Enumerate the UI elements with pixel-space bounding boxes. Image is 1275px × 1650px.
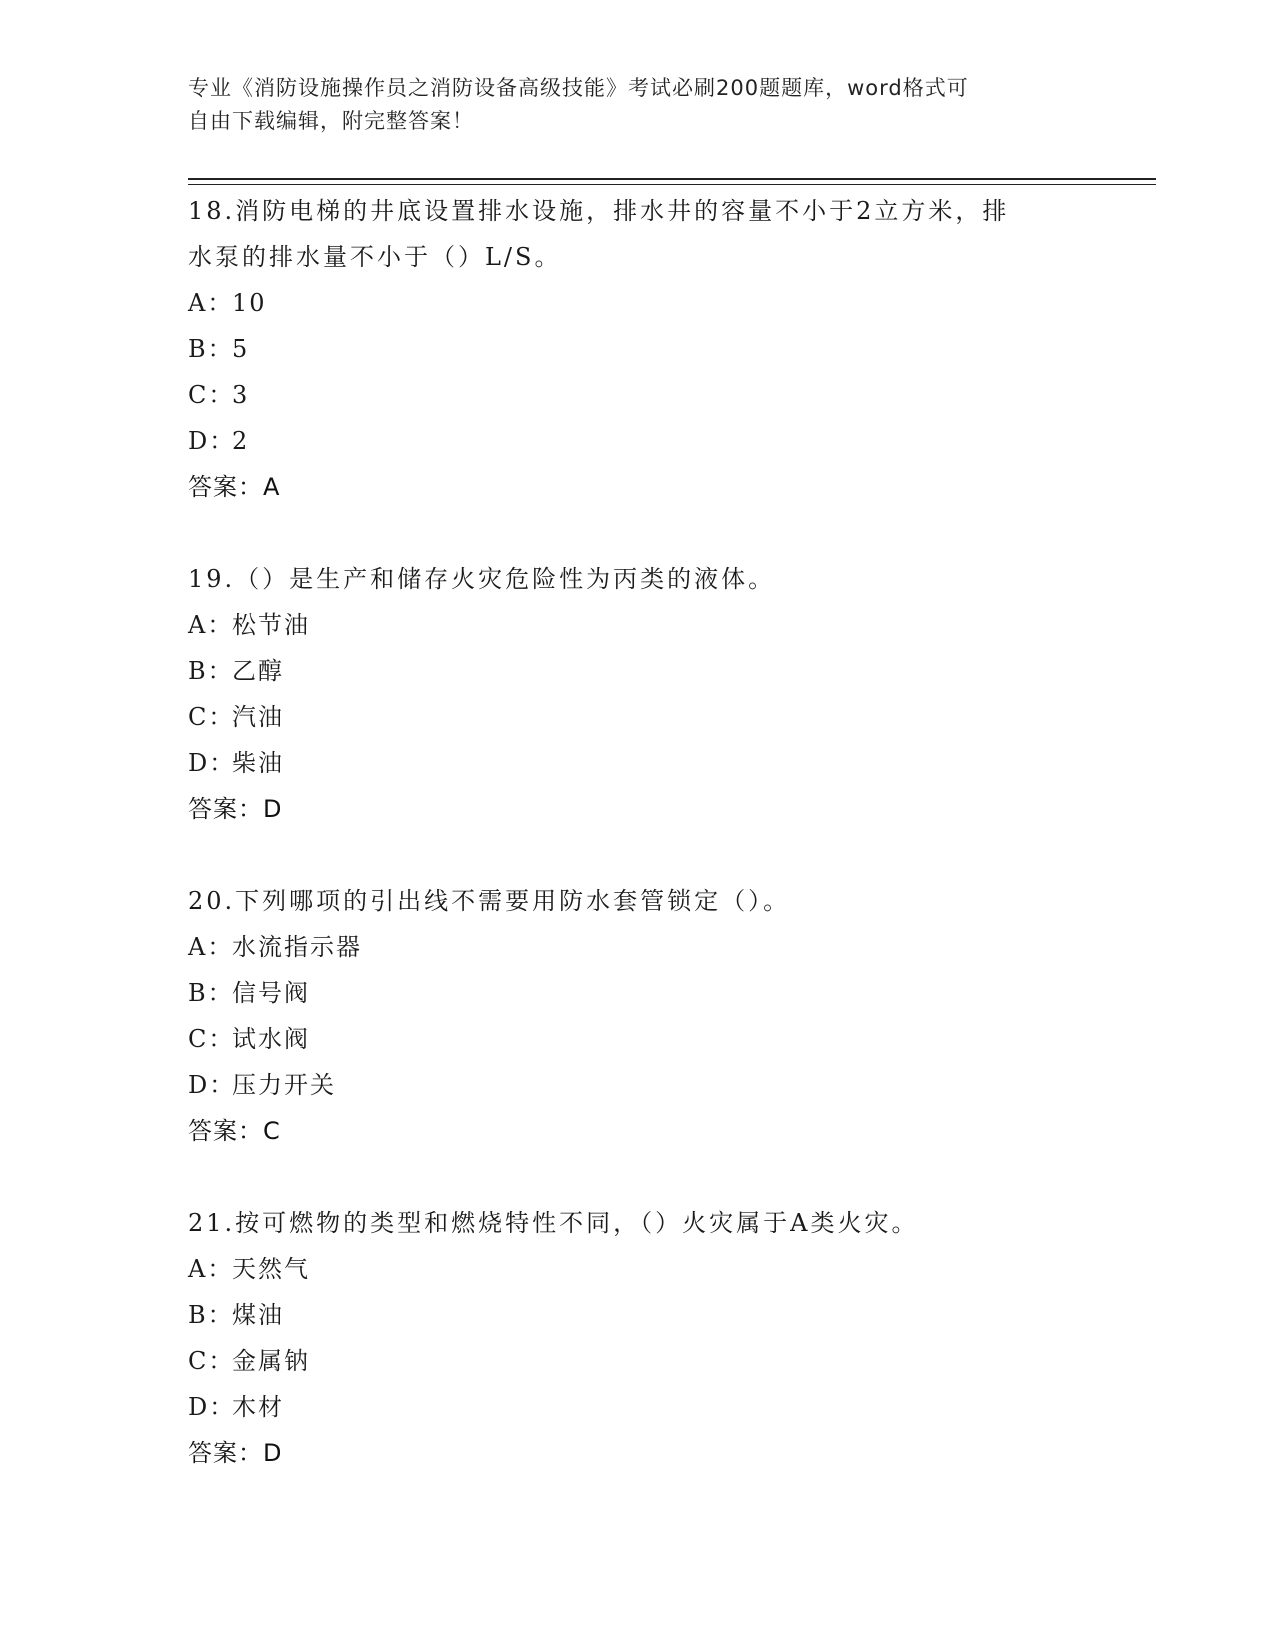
option-letter: C： <box>188 381 235 409</box>
option-letter: A： <box>188 611 234 639</box>
question-19 <box>188 556 1088 832</box>
question-20 <box>188 878 1088 1154</box>
option-a <box>188 1246 1088 1292</box>
option-letter: C： <box>188 1347 235 1375</box>
question-stem: 20.下列哪项的引出线不需要用防水套管锁定（）。 <box>188 887 791 915</box>
option-b <box>188 326 1088 372</box>
option-letter: B： <box>188 335 234 363</box>
question-stem: 21.按可燃物的类型和燃烧特性不同，（）火灾属于A类火灾。 <box>188 1209 919 1237</box>
option-letter: D： <box>188 749 236 777</box>
answer-label: 答案：A <box>188 473 281 501</box>
option-text: 水流指示器 <box>232 933 362 961</box>
option-a <box>188 280 1088 326</box>
answer-label: 答案：C <box>188 1117 281 1145</box>
option-letter: C： <box>188 703 235 731</box>
option-letter: D： <box>188 1393 236 1421</box>
option-text: 10 <box>232 289 267 317</box>
option-text: 汽油 <box>232 703 284 731</box>
option-text: 压力开关 <box>232 1071 336 1099</box>
option-c <box>188 1338 1088 1384</box>
option-d <box>188 1062 1088 1108</box>
answer-label: 答案：D <box>188 1439 283 1467</box>
option-text: 试水阀 <box>232 1025 310 1053</box>
option-letter: B： <box>188 979 234 1007</box>
option-text: 木材 <box>232 1393 284 1421</box>
option-text: 5 <box>232 335 250 363</box>
option-text: 金属钠 <box>232 1347 310 1375</box>
option-b <box>188 970 1088 1016</box>
option-text: 天然气 <box>232 1255 310 1283</box>
header-line-2: 自由下载编辑，附完整答案！ <box>188 109 474 133</box>
answer-label: 答案：D <box>188 795 283 823</box>
option-text: 3 <box>232 381 250 409</box>
question-stem-line-2: 水泵的排水量不小于（）L/S。 <box>188 243 562 271</box>
option-d <box>188 740 1088 786</box>
option-c <box>188 372 1088 418</box>
option-b <box>188 1292 1088 1338</box>
option-d <box>188 1384 1088 1430</box>
option-text: 2 <box>232 427 250 455</box>
header-line-1: 专业《消防设施操作员之消防设备高级技能》考试必刷200题题库，word格式可 <box>188 76 969 100</box>
option-c <box>188 1016 1088 1062</box>
option-text: 煤油 <box>232 1301 284 1329</box>
question-stem: 19.（）是生产和储存火灾危险性为丙类的液体。 <box>188 565 776 593</box>
question-stem <box>188 188 1088 280</box>
option-text: 松节油 <box>232 611 310 639</box>
question-21 <box>188 1200 1088 1476</box>
document-header <box>188 72 1068 138</box>
option-a <box>188 924 1088 970</box>
option-text: 柴油 <box>232 749 284 777</box>
option-letter: B： <box>188 657 234 685</box>
option-letter: D： <box>188 1071 236 1099</box>
option-letter: C： <box>188 1025 235 1053</box>
option-a <box>188 602 1088 648</box>
option-b <box>188 648 1088 694</box>
option-c <box>188 694 1088 740</box>
option-letter: B： <box>188 1301 234 1329</box>
option-text: 信号阀 <box>232 979 310 1007</box>
question-list <box>188 188 1088 1522</box>
option-text: 乙醇 <box>232 657 284 685</box>
question-18 <box>188 188 1088 510</box>
question-stem-line-1: 18.消防电梯的井底设置排水设施，排水井的容量不小于2立方米，排 <box>188 197 1010 225</box>
option-letter: A： <box>188 1255 234 1283</box>
option-d <box>188 418 1088 464</box>
header-divider <box>188 178 1156 185</box>
option-letter: D： <box>188 427 236 455</box>
option-letter: A： <box>188 289 234 317</box>
option-letter: A： <box>188 933 234 961</box>
